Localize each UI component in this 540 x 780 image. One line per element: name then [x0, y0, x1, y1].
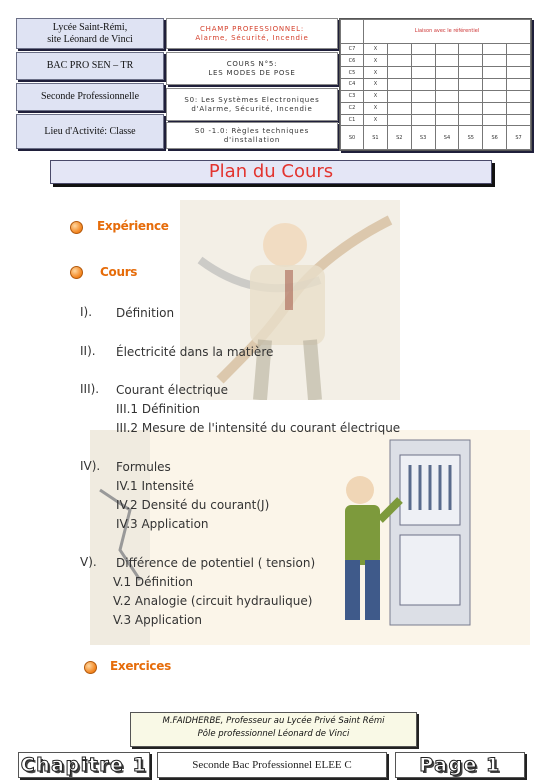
grid-cell [507, 90, 531, 102]
bullet-icon [70, 221, 83, 234]
bullet-icon [84, 661, 97, 674]
section-cours: Cours [100, 265, 138, 279]
subsection-item: V.1 Définition [113, 575, 194, 589]
grid-cell: X [364, 114, 388, 126]
subsection-item: III.2 Mesure de l'intensité du courant électrique [116, 421, 401, 435]
grid-cell [411, 43, 435, 55]
subsection-item: V.3 Application [113, 613, 202, 627]
grid-footer-cell: S2 [387, 126, 411, 150]
s0-label: S0: Les Systèmes Electroniques d'Alarme, Sécurité, Incendie [166, 88, 338, 121]
grid-cell [411, 79, 435, 91]
field-label: CHAMP PROFESSIONNEL: Alarme, Sécurité, Incendie [166, 18, 338, 49]
grid-cell [483, 114, 507, 126]
grid-row-code: C4 [341, 79, 364, 91]
grid-cell [411, 102, 435, 114]
section-heading: Électricité dans la matière [116, 345, 274, 359]
grid-cell [387, 79, 411, 91]
author-box [130, 712, 417, 747]
grid-cell [483, 90, 507, 102]
grid-cell [387, 114, 411, 126]
grid-cell [507, 114, 531, 126]
grid-cell [411, 114, 435, 126]
course-label: COURS N°5: LES MODES DE POSE [166, 52, 338, 85]
grid-footer-cell: S0 [341, 126, 364, 150]
section-number: IV). [80, 459, 101, 473]
grid-cell [459, 55, 483, 67]
diploma-label: BAC PRO SEN – TR [16, 52, 164, 80]
section-heading: Définition [116, 306, 175, 320]
grid-cell [507, 67, 531, 79]
grid-cell [411, 55, 435, 67]
section-experience: Expérience [97, 219, 169, 233]
grid-cell [435, 102, 459, 114]
bullet-icon [70, 266, 83, 279]
place-label: Lieu d'Activité: Classe [16, 114, 164, 149]
section-heading: Courant électrique [116, 383, 229, 397]
chapter-label: Chapitre 1 [18, 752, 150, 778]
subsection-item: IV.3 Application [116, 517, 209, 531]
grid-cell [411, 67, 435, 79]
grid-row-code: C1 [341, 114, 364, 126]
grid-cell [507, 79, 531, 91]
grid-footer-cell: S5 [459, 126, 483, 150]
grid-cell [483, 79, 507, 91]
grid-cell [435, 90, 459, 102]
subsection-item: IV.2 Densité du courant(J) [116, 498, 270, 512]
grid-cell [483, 55, 507, 67]
grid-row-code: C2 [341, 102, 364, 114]
grid-cell [459, 43, 483, 55]
grid-cell [387, 102, 411, 114]
reference-grid [339, 18, 532, 151]
author-line-2: Pôle professionnel Léonard de Vinci [197, 729, 350, 739]
grid-cell [507, 55, 531, 67]
grid-cell [459, 67, 483, 79]
grid-footer-cell: S6 [483, 126, 507, 150]
grid-footer-cell: S3 [411, 126, 435, 150]
section-number: III). [80, 382, 100, 396]
page-number: Page 1 [395, 752, 525, 778]
grid-cell [435, 79, 459, 91]
grid-row-code: C3 [341, 90, 364, 102]
grid-footer-cell: S4 [435, 126, 459, 150]
grid-cell [435, 43, 459, 55]
grid-cell [459, 114, 483, 126]
s01-label: S0 -1.0: Règles techniques d'installation [166, 122, 338, 149]
grid-footer-cell: S7 [507, 126, 531, 150]
grid-cell [387, 67, 411, 79]
grid-cell [483, 102, 507, 114]
section-heading: Formules [116, 460, 171, 474]
school-name: Lycée Saint-Rémi, site Léonard de Vinci [16, 18, 164, 49]
class-label: Seconde Professionnelle [16, 83, 164, 111]
grid-row-code: C5 [341, 67, 364, 79]
author-line-1: M.FAIDHERBE, Professeur au Lycée Privé Saint Rémi [162, 716, 385, 726]
grid-cell: X [364, 43, 388, 55]
grid-footer-cell: S1 [364, 126, 388, 150]
grid-cell [459, 79, 483, 91]
grid-cell [387, 43, 411, 55]
grid-cell [411, 90, 435, 102]
grid-cell [435, 114, 459, 126]
grid-cell: X [364, 90, 388, 102]
subsection-item: V.2 Analogie (circuit hydraulique) [113, 594, 313, 608]
grid-title: Liaison avec le référentiel [364, 20, 531, 44]
grid-row-code: C6 [341, 55, 364, 67]
subsection-item: IV.1 Intensité [116, 479, 194, 493]
section-exercices: Exercices [110, 659, 171, 673]
subsection-item: III.1 Définition [116, 402, 200, 416]
section-number: II). [80, 344, 96, 358]
grid-cell [435, 67, 459, 79]
electrician-with-cable-illustration [180, 200, 400, 400]
grid-cell [459, 90, 483, 102]
section-number: V). [80, 555, 97, 569]
section-number: I). [80, 305, 93, 319]
section-heading: Différence de potentiel ( tension) [116, 556, 316, 570]
grid-cell [483, 43, 507, 55]
page-title: Plan du Cours [50, 160, 492, 184]
program-label: Seconde Bac Professionnel ELEE C [157, 752, 387, 778]
grid-cell [387, 90, 411, 102]
grid-cell [507, 43, 531, 55]
grid-cell [387, 55, 411, 67]
grid-cell [507, 102, 531, 114]
grid-cell: X [364, 102, 388, 114]
grid-cell: X [364, 67, 388, 79]
grid-cell: X [364, 55, 388, 67]
grid-cell [435, 55, 459, 67]
grid-row-code: C7 [341, 43, 364, 55]
grid-cell [483, 67, 507, 79]
grid-cell [459, 102, 483, 114]
grid-cell: X [364, 79, 388, 91]
